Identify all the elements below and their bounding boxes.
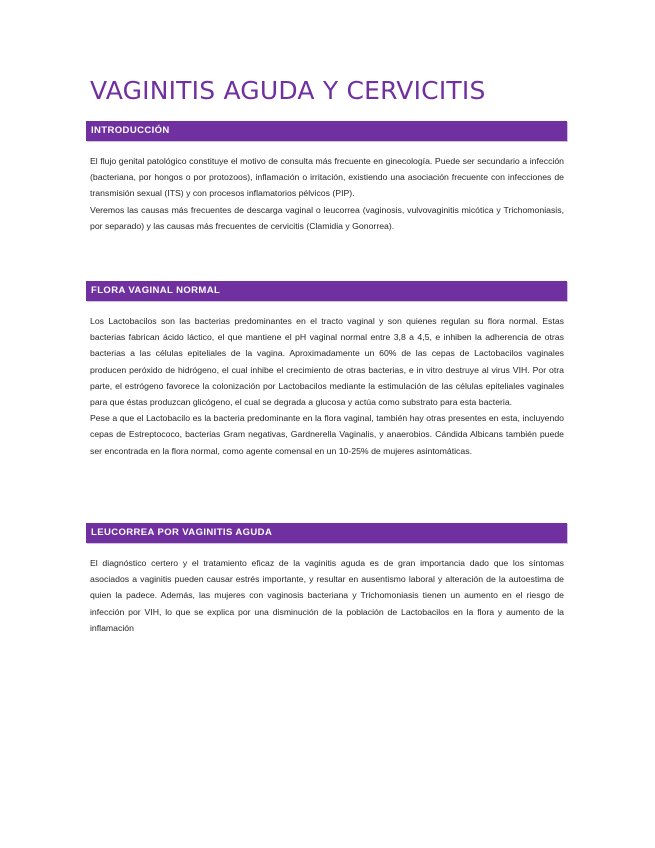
section-heading-flora-vaginal-normal: FLORA VAGINAL NORMAL [86,281,567,301]
section-body-introduccion [90,153,564,234]
paragraph: Los Lactobacilos son las bacterias predominantes en el tracto vaginal y son quienes regulan su flora normal. Estas bacterias fabrican ácido láctico, el que mantiene el pH vaginal normal entre 3,8 a 4,5, e inhiben la adherencia de otras bacterias a las células epiteliales de la vagina. Aproximadamente un 60% de las cepas de Lactobacilos vaginales producen peróxido de hidrógeno, el cual inhibe el crecimiento de otras bacterias, e in vitro destruye al virus VIH. Por otra parte, el estrógeno favorece la colonización por Lactobacilos mediante la estimulación de las células epiteliales vaginales para que éstas produzcan glicógeno, el cual se degrada a glucosa y actúa como substrato para esta bacteria. [90,316,564,408]
paragraph: Veremos las causas más frecuentes de descarga vaginal o leucorrea (vaginosis, vulvovaginitis micótica y Trichomoniasis, por separado) y las causas más frecuentes de cervicitis (Clamidia y Gonorrea). [90,204,564,231]
section-heading-leucorrea: LEUCORREA POR VAGINITIS AGUDA [86,523,567,543]
section-heading-introduccion: INTRODUCCIÓN [86,121,567,141]
section-body-flora-vaginal-normal [90,313,564,459]
paragraph: El diagnóstico certero y el tratamiento eficaz de la vaginitis aguda es de gran importancia dado que los síntomas asociados a vaginitis pueden causar estrés importante, y resultar en ausentismo laboral y alteración de la autoestima de quien la padece. Además, las mujeres con vaginosis bacteriana y Trichomoniasis tienen un aumento en el riesgo de infección por VIH, lo que se explica por una disminución de la población de Lactobacilos en la flora y aumento de la inflamación [90,558,564,633]
paragraph: El flujo genital patológico constituye el motivo de consulta más frecuente en ginecología. Puede ser secundario a infección (bacteriana, por hongos o por protozoos), inflamación o irritación, existiendo una asociación frecuente con infecciones de transmisión sexual (ITS) y con procesos inflamatorios pélvicos (PIP). [90,156,564,199]
document-title: VAGINITIS AGUDA Y CERVICITIS [90,76,486,105]
paragraph: Pese a que el Lactobacilo es la bacteria predominante en la flora vaginal, también hay otras presentes en esta, incluyendo cepas de Estreptococo, bacterias Gram negativas, Gardnerella Vaginalis, y anaerobios. Cándida Albicans también puede ser encontrada en la flora normal, como agente comensal en un 10-25% de mujeres asintomáticas. [90,413,564,456]
section-body-leucorrea [90,555,564,636]
